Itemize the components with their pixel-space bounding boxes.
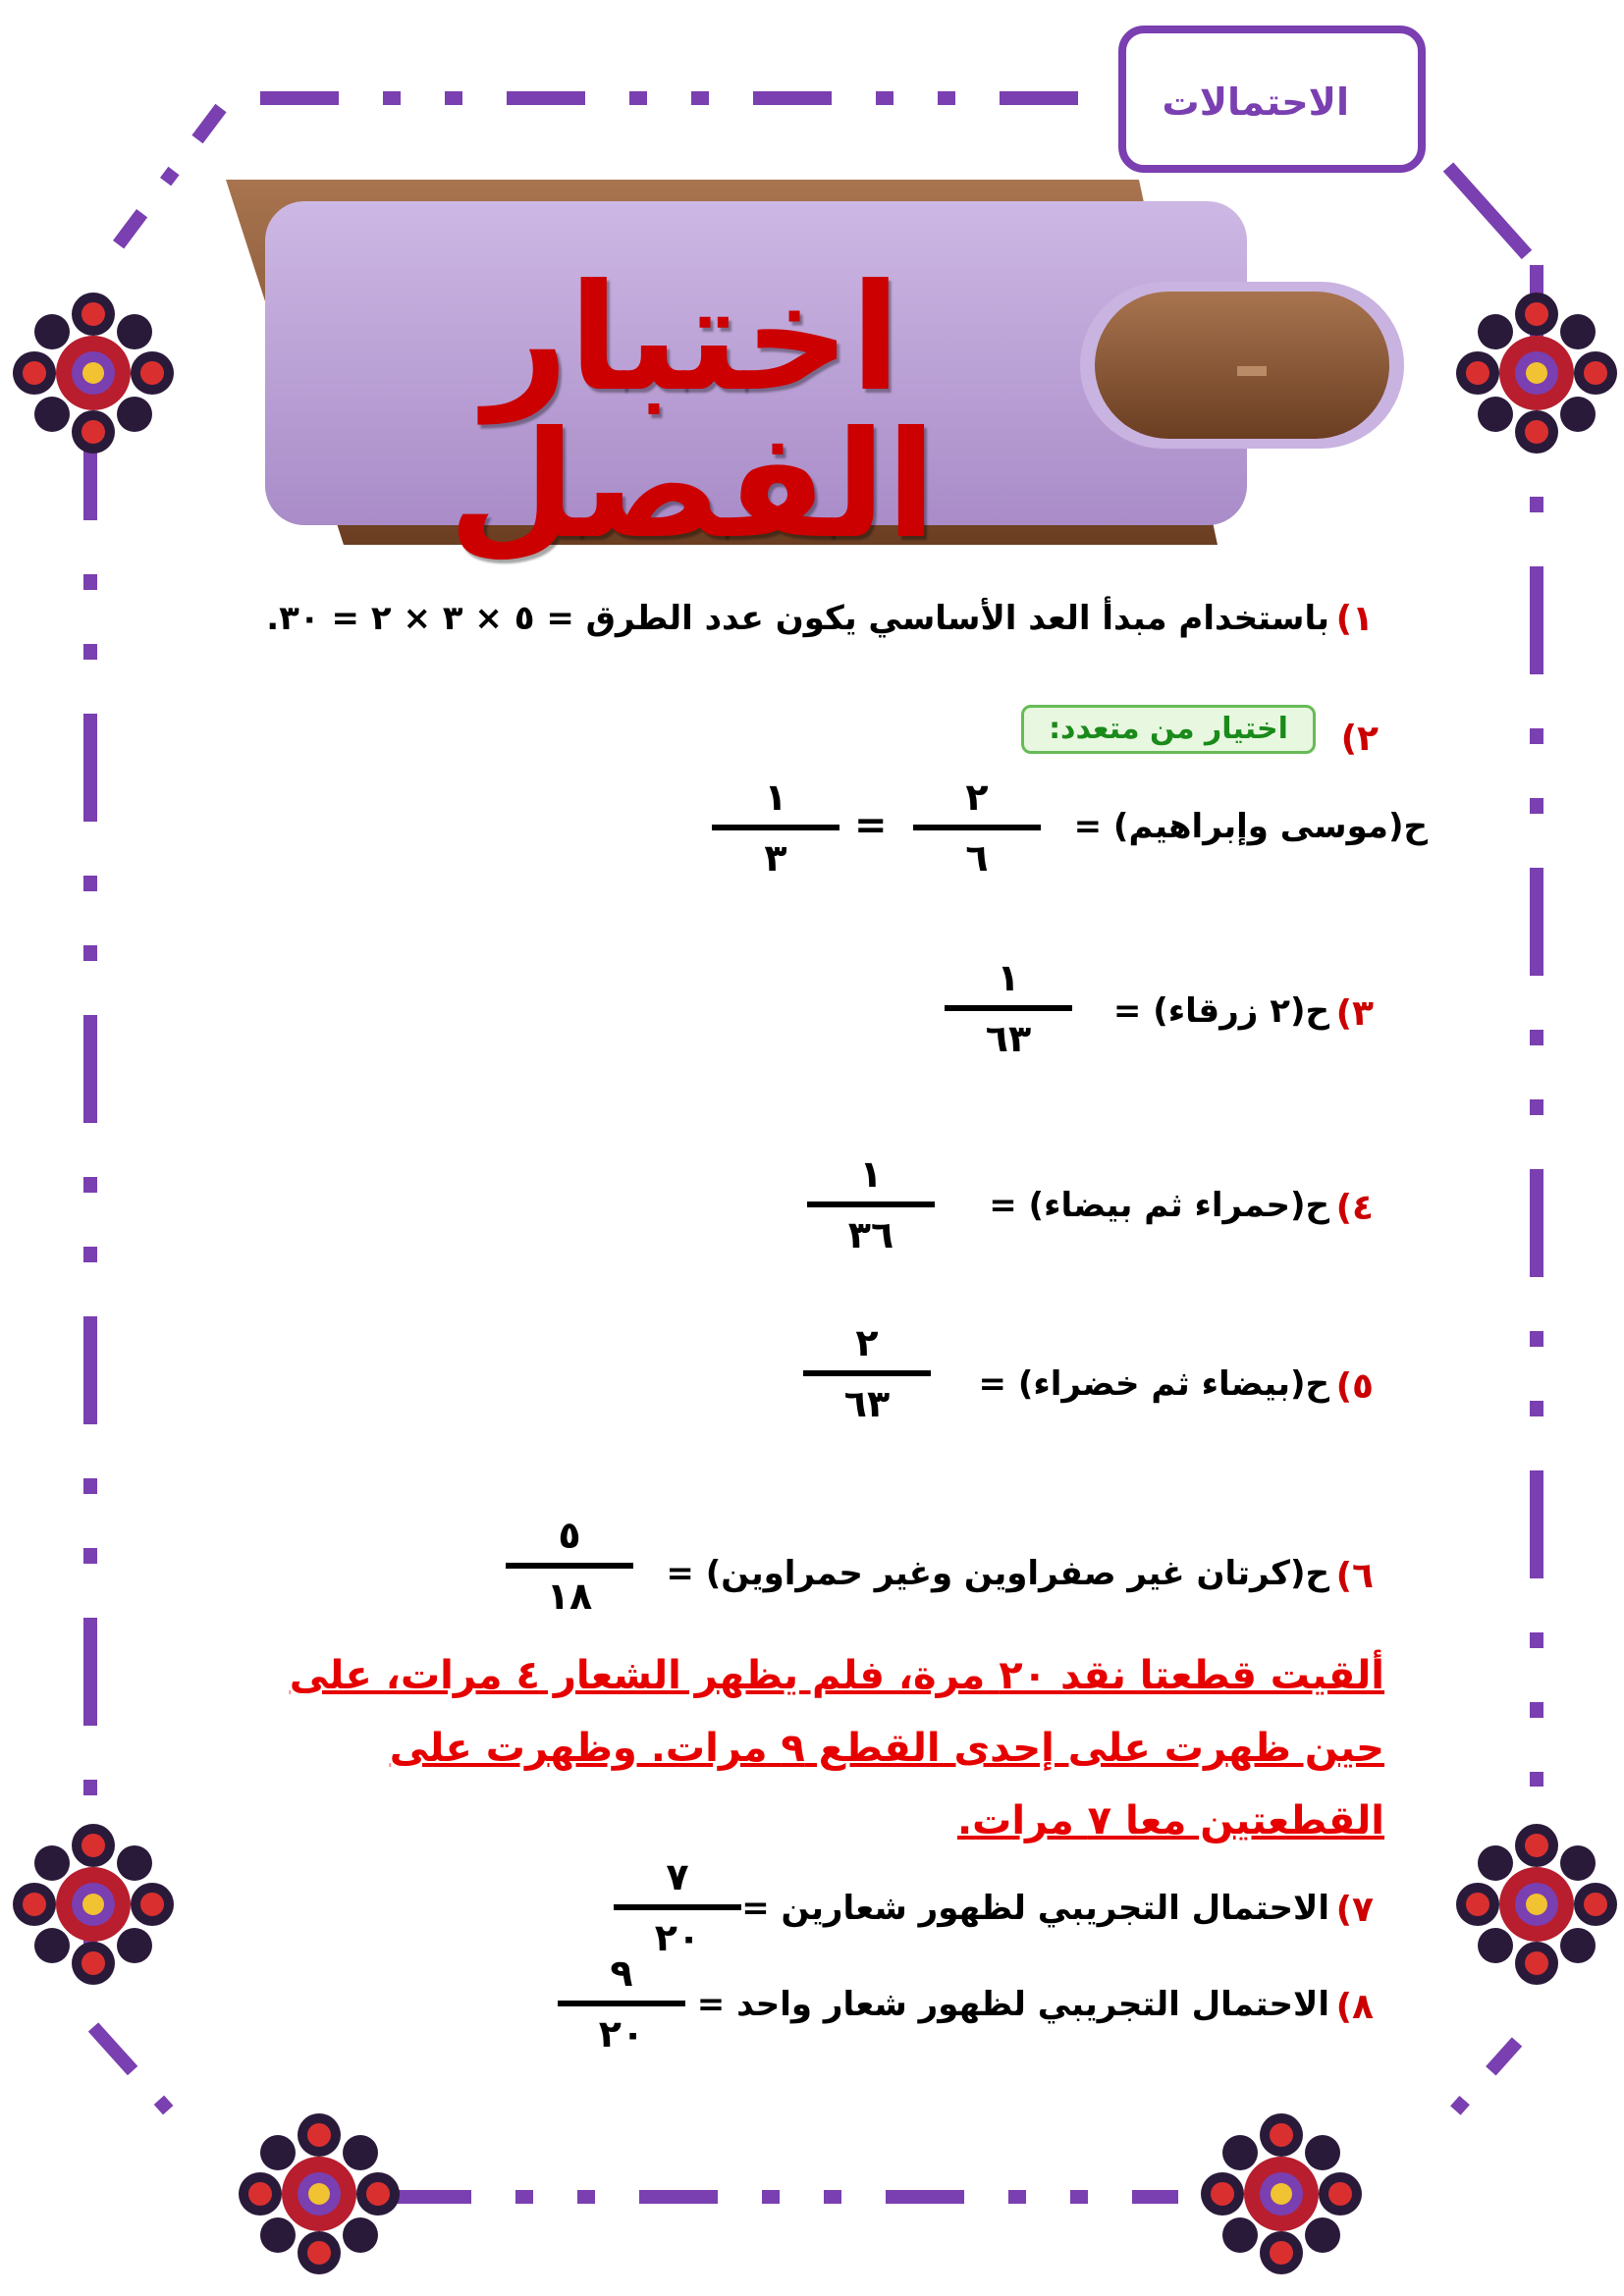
fraction-bar [558, 2001, 685, 2006]
header-tab [1118, 26, 1426, 173]
question-6-text: ح(كرتان غير صفراوين وغير حمراوين) = [666, 1554, 1329, 1593]
fraction-bar [945, 1005, 1072, 1011]
question-number: ٨) [1335, 1987, 1374, 2027]
question-7-text: الاحتمال التجريبي لظهور شعارين = [741, 1889, 1329, 1928]
numerator: ٢ [965, 775, 989, 819]
fraction [945, 954, 1072, 1062]
multiple-choice-tag: اختيار من متعدد: [1021, 705, 1316, 754]
question-number: ٣) [1335, 993, 1374, 1034]
flower-ornament-icon [0, 280, 187, 466]
fraction [614, 1853, 741, 1961]
question-number: ١) [1335, 599, 1374, 639]
denominator: ٣ [764, 836, 787, 880]
question-number: ٦) [1335, 1556, 1374, 1596]
question-number: ٤) [1335, 1188, 1374, 1228]
fraction [558, 1949, 685, 2057]
numerator: ١ [859, 1152, 883, 1196]
question-2-text: ح(موسى وإبراهيم) = [1073, 807, 1428, 846]
denominator: ١٨ [546, 1575, 593, 1618]
flower-ornament-icon [1443, 280, 1624, 466]
numerator: ٥ [558, 1514, 581, 1557]
denominator: ٢٠ [654, 1916, 701, 1959]
question-number: ٢) [1340, 719, 1379, 759]
numerator: ١ [997, 956, 1020, 999]
page-title: اختبار الفصل [448, 253, 937, 571]
numerator: ١ [764, 775, 787, 819]
fraction-bar [506, 1563, 633, 1569]
denominator: ٢٠ [598, 2012, 645, 2056]
flower-ornament-icon [1188, 2101, 1375, 2287]
fraction [712, 774, 839, 881]
header-tab-label: الاحتمالات [1162, 80, 1349, 124]
denominator: ٦٣ [843, 1382, 891, 1425]
flower-ornament-icon [0, 1811, 187, 1998]
flower-ornament-icon [1443, 1811, 1624, 1998]
question-5-text: ح(بيضاء ثم خضراء) = [978, 1364, 1329, 1404]
question-4-text: ح(حمراء ثم بيضاء) = [989, 1186, 1329, 1225]
fraction-bar [807, 1201, 935, 1207]
denominator: ٦٣ [985, 1017, 1032, 1060]
equals-sign: = [854, 803, 888, 848]
denominator: ٦ [965, 836, 989, 880]
fraction [506, 1512, 633, 1620]
question-number: ٧) [1335, 1890, 1374, 1930]
numerator: ٩ [610, 1951, 633, 1995]
numerator: ٧ [666, 1855, 689, 1898]
fraction [807, 1150, 935, 1258]
fraction [803, 1319, 931, 1427]
numerator: ٢ [855, 1321, 879, 1364]
denominator: ٣٦ [847, 1213, 894, 1256]
question-3-text: ح(٢ زرقاء) = [1112, 991, 1329, 1031]
fraction-bar [913, 825, 1041, 830]
question-8-text: الاحتمال التجريبي لظهور شعار واحد = [696, 1985, 1329, 2024]
flower-ornament-icon [226, 2101, 412, 2287]
fraction-bar [712, 825, 839, 830]
fraction-bar [803, 1370, 931, 1376]
problem-statement: ألقيت قطعتا نقد ٢٠ مرة، فلم يظهر الشعار ٤ مرات، على حين ظهرت على إحدى القطع ٩ مرات. وظهرت على القطعتين معا ٧ مرات. [289, 1653, 1384, 1843]
fraction [913, 774, 1041, 881]
question-number: ٥) [1335, 1366, 1374, 1407]
fraction-bar [614, 1904, 741, 1910]
question-1-text: باستخدام مبدأ العد الأساسي يكون عدد الطرق = ٥ × ٣ × ٢ = ٣٠. [266, 599, 1329, 638]
